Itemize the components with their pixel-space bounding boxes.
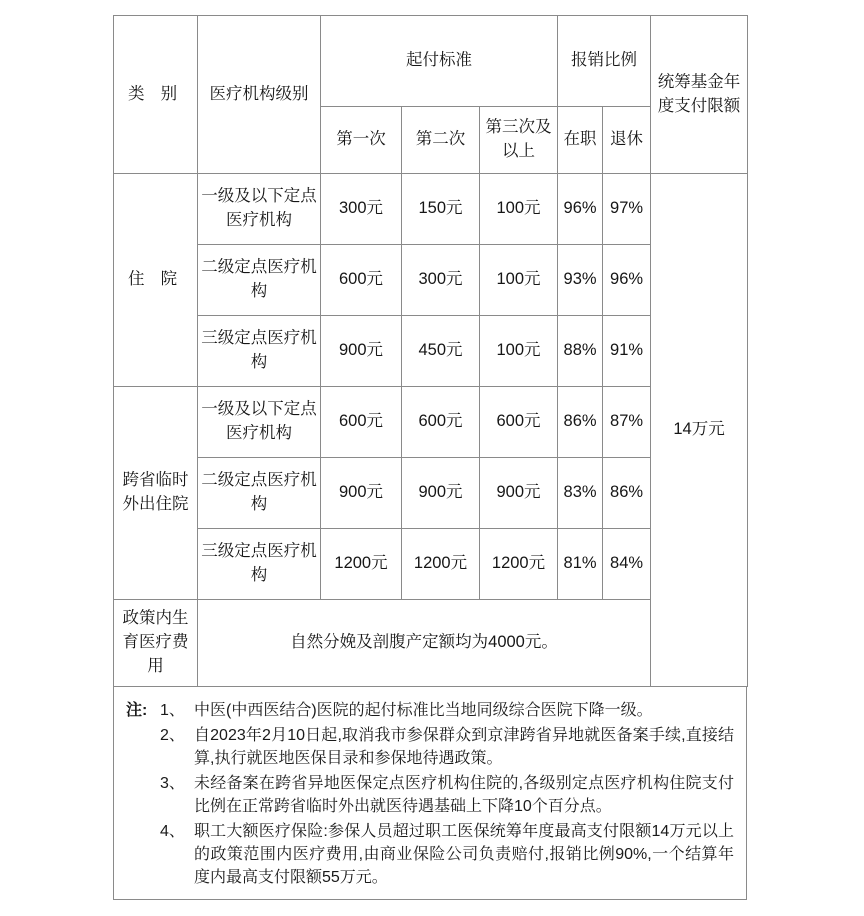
- cell-third: 100元: [480, 316, 558, 387]
- cell-first: 600元: [321, 387, 402, 458]
- note-number: 3、: [160, 775, 185, 792]
- group-label-inpatient: 住 院: [114, 174, 198, 387]
- note-number: 1、: [160, 702, 185, 719]
- cell-first: 900元: [321, 316, 402, 387]
- cell-level: 二级定点医疗机构: [198, 458, 321, 529]
- cell-retired: 87%: [603, 387, 651, 458]
- table-row: [114, 174, 748, 245]
- cell-third: 600元: [480, 387, 558, 458]
- header-category: 类 别: [114, 16, 198, 174]
- header-retired: 退休: [603, 107, 651, 174]
- note-item-2: [126, 722, 734, 768]
- cell-active: 83%: [558, 458, 603, 529]
- cell-third: 100元: [480, 174, 558, 245]
- cell-second: 1200元: [402, 529, 480, 600]
- notes-prefix-label: 注:: [126, 702, 148, 719]
- table-body: [114, 174, 748, 687]
- cell-retired: 84%: [603, 529, 651, 600]
- cell-retired: 86%: [603, 458, 651, 529]
- cell-maternity-label: 政策内生育医疗费用: [114, 600, 198, 687]
- header-third-or-more: 第三次及以上: [480, 107, 558, 174]
- note-item-4: [126, 818, 734, 887]
- note-text: 自2023年2月10日起,取消我市参保群众到京津跨省异地就医备案手续,直接结算,执行就医地医保目录和参保地待遇政策。: [194, 727, 734, 767]
- cell-second: 450元: [402, 316, 480, 387]
- note-number: 2、: [160, 727, 185, 744]
- header-first-visit: 第一次: [321, 107, 402, 174]
- header-row-main: [114, 16, 748, 107]
- cell-retired: 97%: [603, 174, 651, 245]
- header-reimbursement-ratio: 报销比例: [558, 16, 651, 107]
- cell-level: 三级定点医疗机构: [198, 316, 321, 387]
- medical-insurance-benefit-table: [113, 15, 748, 687]
- cell-second: 300元: [402, 245, 480, 316]
- cell-second: 600元: [402, 387, 480, 458]
- note-item-1: [126, 697, 734, 720]
- notes-section: [113, 687, 747, 900]
- note-text: 中医(中西医结合)医院的起付标准比当地同级综合医院下降一级。: [194, 702, 653, 719]
- cell-retired: 91%: [603, 316, 651, 387]
- cell-third: 100元: [480, 245, 558, 316]
- cell-first: 300元: [321, 174, 402, 245]
- header-fund-annual-cap: 统筹基金年度支付限额: [651, 16, 748, 174]
- note-number: 4、: [160, 823, 185, 840]
- cell-maternity-value: 自然分娩及剖腹产定额均为4000元。: [198, 600, 651, 687]
- table-header: [114, 16, 748, 174]
- cell-fund-annual-cap-value: 14万元: [651, 174, 748, 687]
- header-institution-level: 医疗机构级别: [198, 16, 321, 174]
- header-second-visit: 第二次: [402, 107, 480, 174]
- benefit-sheet: [113, 15, 747, 900]
- cell-third: 900元: [480, 458, 558, 529]
- cell-active: 96%: [558, 174, 603, 245]
- cell-retired: 96%: [603, 245, 651, 316]
- cell-second: 150元: [402, 174, 480, 245]
- cell-first: 900元: [321, 458, 402, 529]
- cell-level: 一级及以下定点医疗机构: [198, 174, 321, 245]
- cell-second: 900元: [402, 458, 480, 529]
- cell-first: 600元: [321, 245, 402, 316]
- header-deductible-standard: 起付标准: [321, 16, 558, 107]
- cell-first: 1200元: [321, 529, 402, 600]
- note-text: 职工大额医疗保险:参保人员超过职工医保统筹年度最高支付限额14万元以上的政策范围内医疗费用,由商业保险公司负责赔付,报销比例90%,一个结算年度内最高支付限额55万元。: [194, 823, 734, 886]
- cell-level: 二级定点医疗机构: [198, 245, 321, 316]
- note-text: 未经备案在跨省异地医保定点医疗机构住院的,各级别定点医疗机构住院支付比例在正常跨省临时外出就医待遇基础上下降10个百分点。: [194, 775, 734, 815]
- group-label-cross-province: 跨省临时外出住院: [114, 387, 198, 600]
- cell-active: 81%: [558, 529, 603, 600]
- cell-active: 88%: [558, 316, 603, 387]
- note-item-3: [126, 770, 734, 816]
- cell-level: 一级及以下定点医疗机构: [198, 387, 321, 458]
- header-active: 在职: [558, 107, 603, 174]
- cell-third: 1200元: [480, 529, 558, 600]
- cell-active: 86%: [558, 387, 603, 458]
- cell-active: 93%: [558, 245, 603, 316]
- cell-level: 三级定点医疗机构: [198, 529, 321, 600]
